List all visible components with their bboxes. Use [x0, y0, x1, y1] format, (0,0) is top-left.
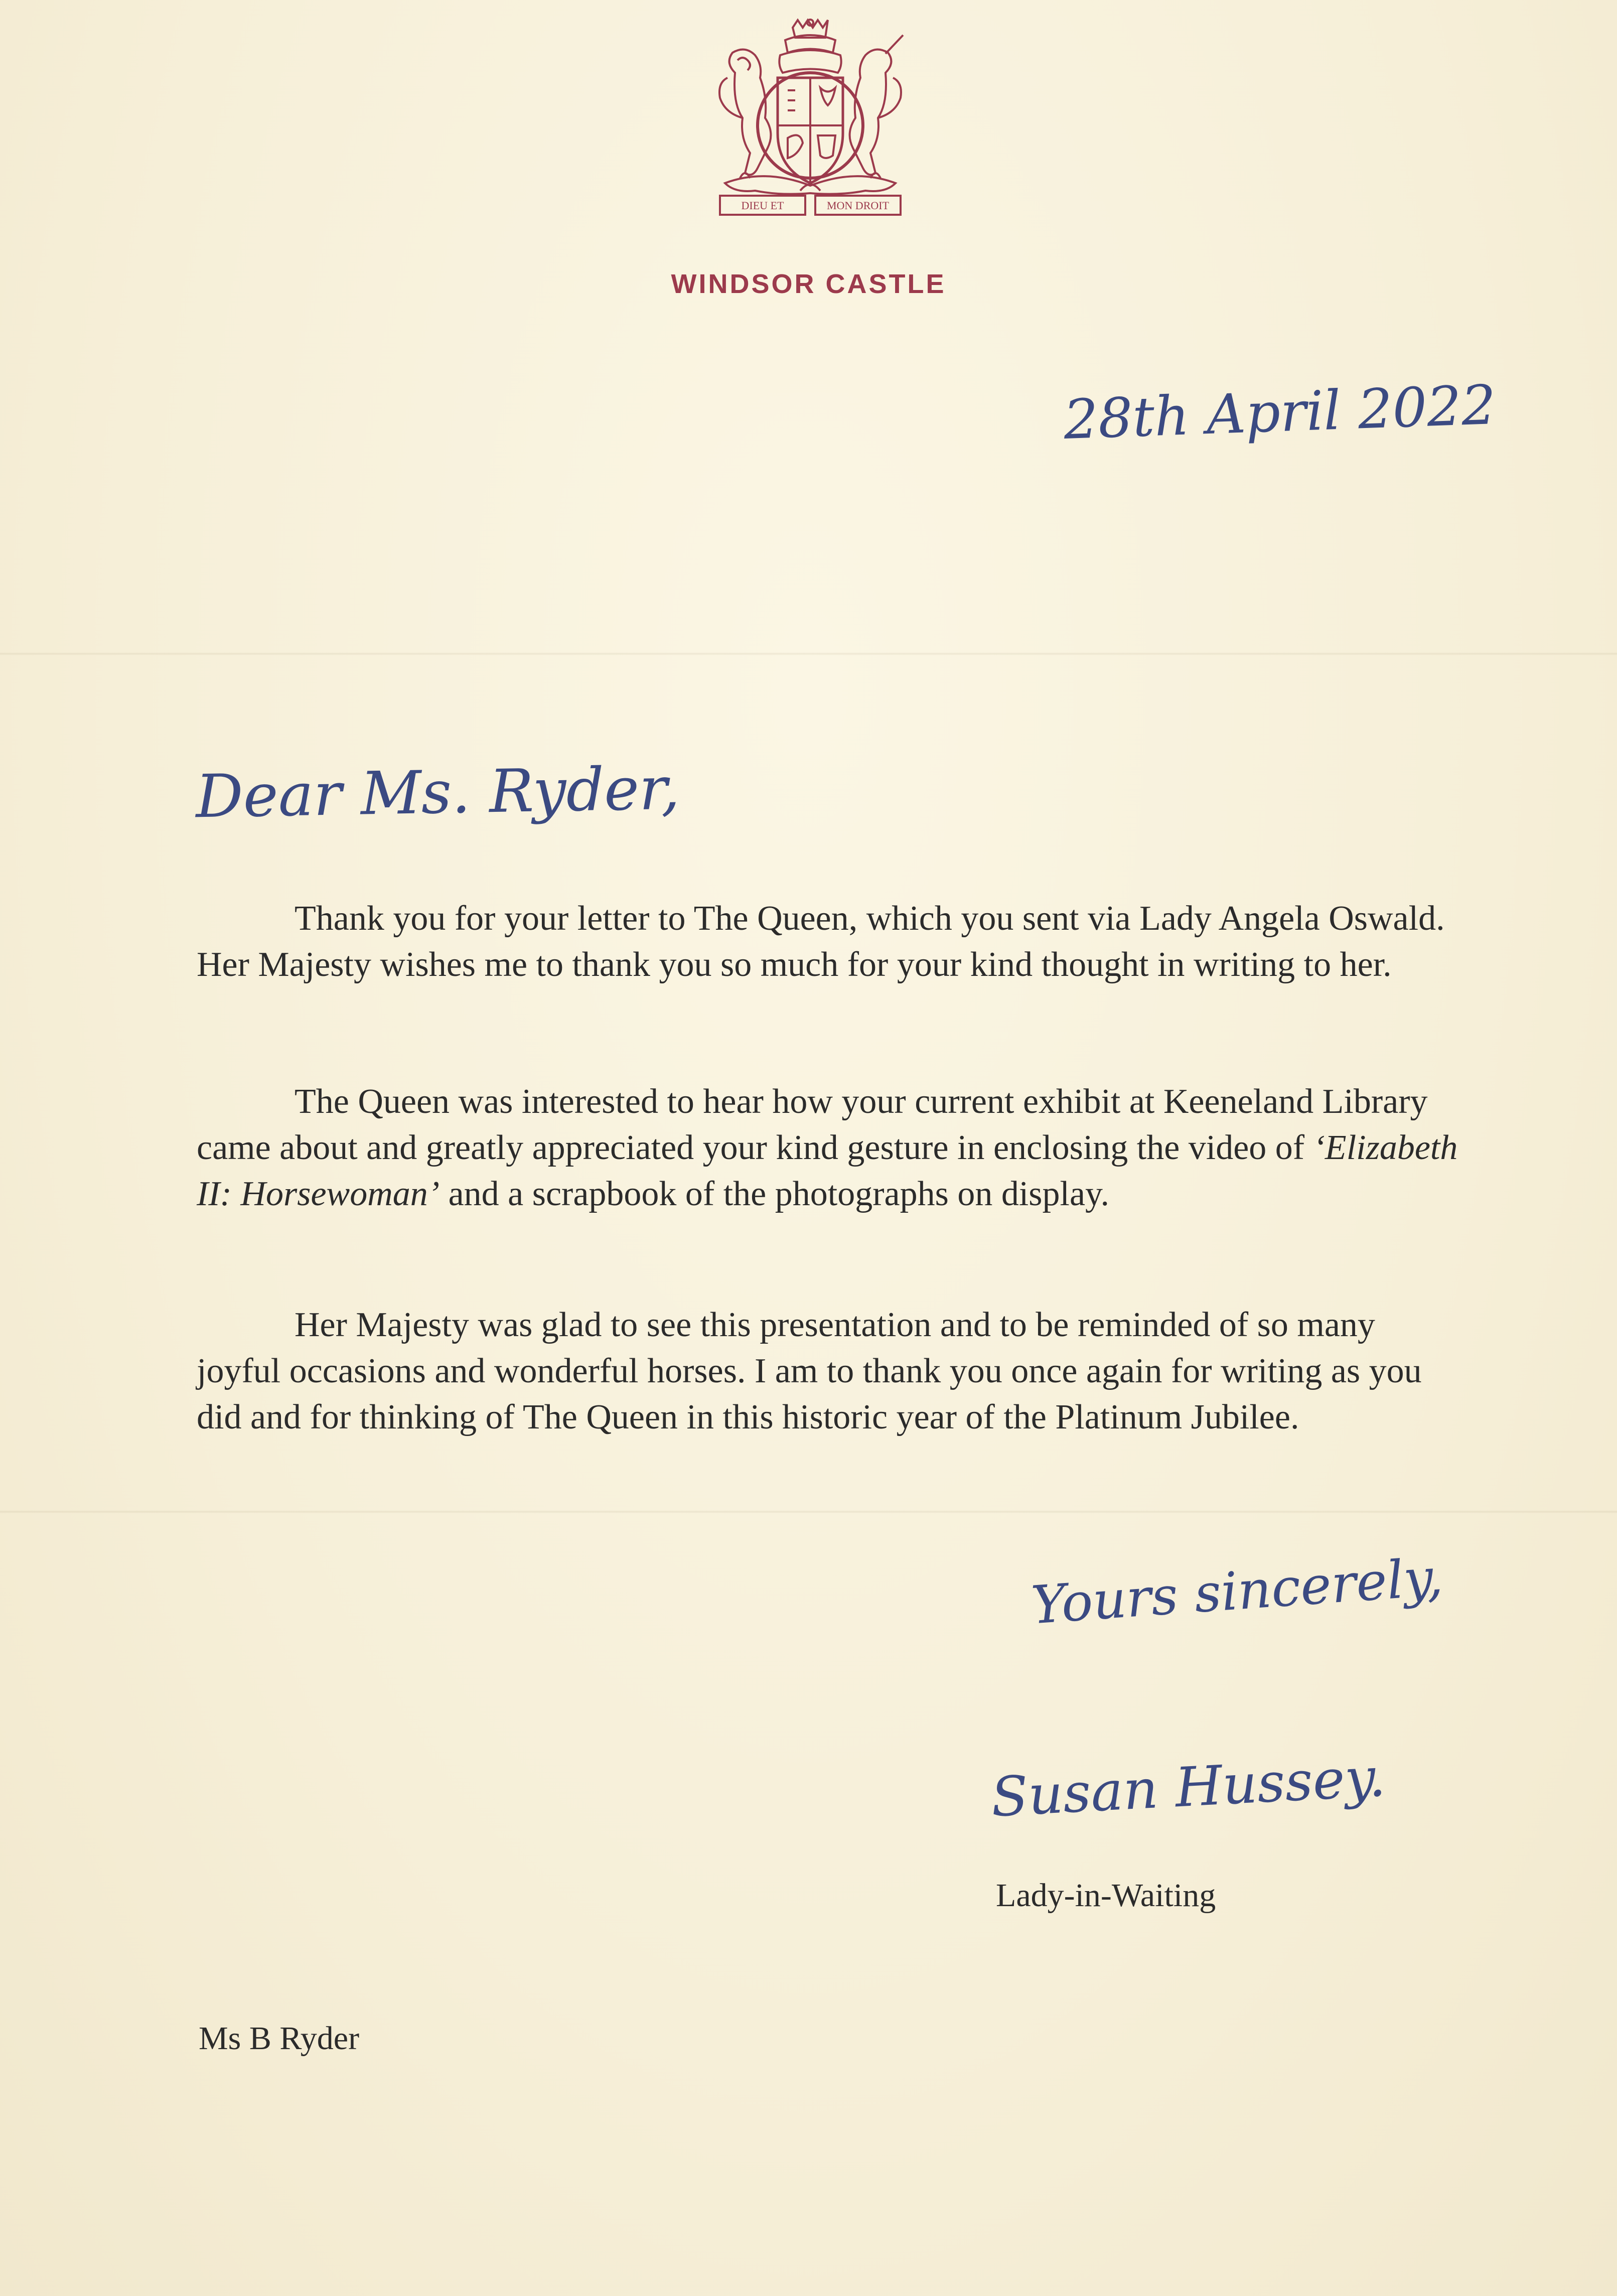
body-paragraph-3 — [197, 1302, 1461, 1441]
paragraph-text-end: and a scrapbook of the photographs on display. — [439, 1175, 1109, 1213]
motto-left: DIEU ET — [741, 199, 784, 212]
signoff-title: Lady-in-Waiting — [996, 1877, 1216, 1914]
body-paragraph-2 — [197, 1079, 1461, 1217]
signature: Susan Hussey. — [989, 1746, 1387, 1829]
letter-date: 28th April 2022 — [1063, 374, 1497, 452]
body-paragraph-1 — [197, 896, 1461, 988]
letterhead-address: WINDSOR CASTLE — [671, 269, 946, 299]
paper-fold-line — [0, 652, 1617, 655]
closing: Yours sincerely, — [1029, 1546, 1445, 1636]
motto-right: MON DROIT — [826, 199, 890, 212]
video-title: ‘Elizabeth II: Horsewoman’ — [197, 1128, 1458, 1213]
recipient-name: Ms B Ryder — [199, 2020, 360, 2057]
salutation: Dear Ms. Ryder, — [195, 753, 680, 831]
paragraph-text — [197, 1079, 1461, 1217]
paragraph-text-start: The Queen was interested to hear how your current exhibit at Keeneland Library came about and greatly appreciated your kind gesture in enclosing the video of — [197, 1082, 1428, 1167]
royal-coat-of-arms-icon — [705, 18, 916, 218]
paragraph-text: Thank you for your letter to The Queen, which you sent via Lady Angela Oswald. Her Majesty wishes me to thank you so much for your kind thought in writing to her. — [197, 899, 1445, 984]
paragraph-text: Her Majesty was glad to see this presentation and to be reminded of so many joyful occasions and wonderful horses. I am to thank you once again for writing as you did and for thinking of The Queen in this historic year of the Platinum Jubilee. — [197, 1306, 1422, 1437]
paper-fold-line — [0, 1510, 1617, 1513]
